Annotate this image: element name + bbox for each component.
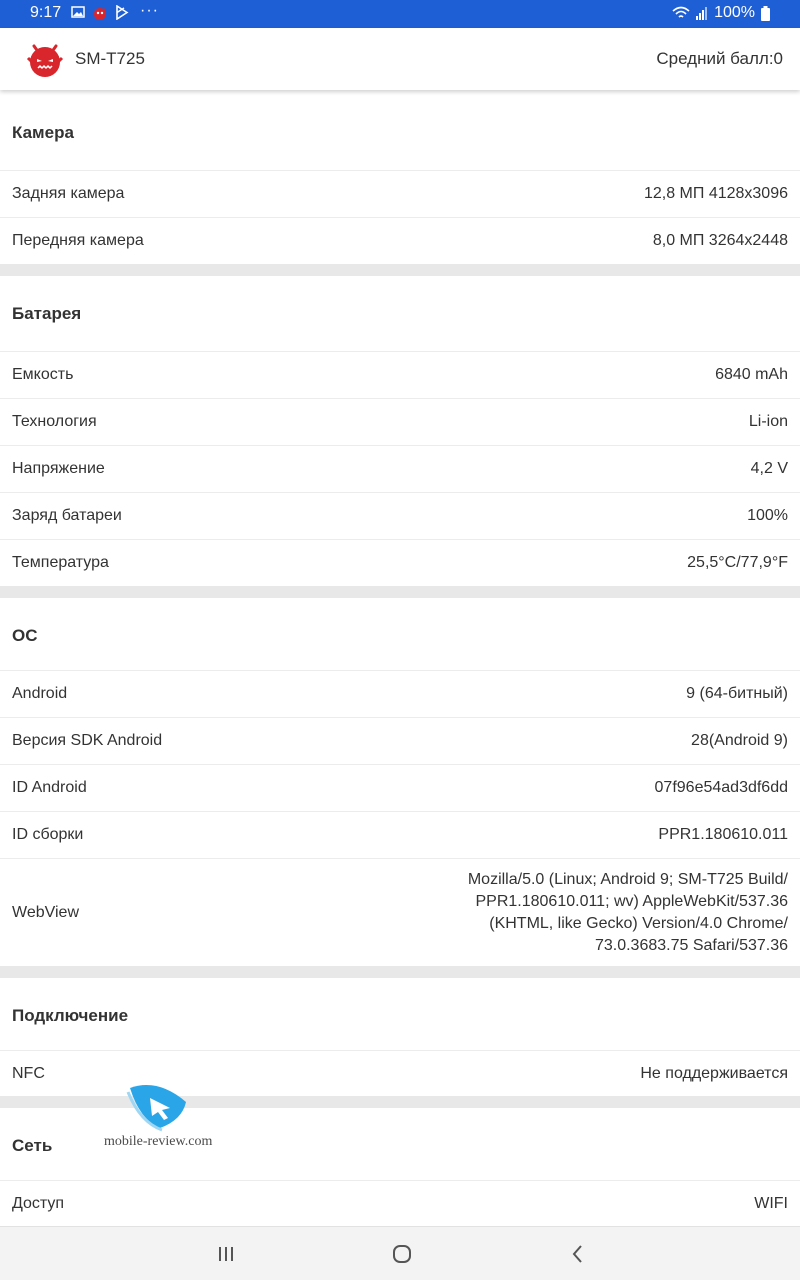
- navigation-bar: [0, 1226, 800, 1280]
- info-label: Заряд батареи: [12, 507, 122, 524]
- info-value: 8,0 МП 3264x2448: [652, 232, 788, 249]
- play-icon: [115, 5, 129, 20]
- info-label: ID Android: [12, 779, 87, 796]
- info-row-webview: [0, 858, 800, 966]
- info-value: 07f96e54ad3df6dd: [654, 779, 788, 796]
- status-bar: [0, 0, 800, 28]
- info-value: Li-ion: [748, 413, 788, 430]
- info-row-voltage: [0, 445, 800, 492]
- info-label: Напряжение: [12, 460, 105, 477]
- info-label: Передняя камера: [12, 232, 144, 249]
- signal-icon: [696, 6, 708, 20]
- more-dots-icon: ···: [140, 2, 159, 19]
- status-time: 9:17: [30, 4, 62, 21]
- info-value: Mozilla/5.0 (Linux; Android 9; SM-T725 Build/ PPR1.180610.011; wv) AppleWebKit/537.36 (KHTML, like Gecko) Version/4.0 Chrome/ 73.0.3683.75 Safari/537.36: [467, 870, 788, 954]
- back-icon[interactable]: [565, 1241, 591, 1267]
- info-label: Емкость: [12, 366, 74, 383]
- info-row-temperature: [0, 539, 800, 586]
- info-row-sdk-version: [0, 717, 800, 764]
- info-value: Не поддерживается: [640, 1064, 788, 1082]
- wifi-icon: [672, 6, 690, 20]
- device-info-list[interactable]: [0, 90, 800, 1226]
- battery-percent: 100%: [714, 4, 755, 21]
- info-value: WIFI: [754, 1194, 788, 1212]
- info-label: Доступ: [12, 1194, 65, 1212]
- info-label: NFC: [12, 1064, 45, 1082]
- section-os: [0, 598, 800, 966]
- info-label: Версия SDK Android: [12, 732, 163, 749]
- recent-apps-icon[interactable]: [213, 1241, 239, 1267]
- info-value: 4,2 V: [750, 460, 788, 477]
- info-label: Температура: [12, 554, 109, 571]
- info-row-access: [0, 1180, 800, 1226]
- info-value: PPR1.180610.011: [658, 826, 788, 843]
- info-row-android-id: [0, 764, 800, 811]
- info-value: 6840 mAh: [715, 366, 788, 383]
- info-row-battery-level: [0, 492, 800, 539]
- gallery-icon: [71, 5, 85, 19]
- antutu-icon: [92, 5, 108, 21]
- home-icon[interactable]: [389, 1241, 415, 1267]
- section-title: ОС: [12, 626, 38, 645]
- average-score: Средний балл:0: [656, 49, 783, 68]
- info-value: 12,8 МП 4128x3096: [643, 185, 788, 202]
- section-title: Сеть: [12, 1136, 53, 1155]
- antutu-logo: [26, 40, 64, 78]
- section-connectivity: [0, 978, 800, 1096]
- watermark-logo: [100, 1080, 200, 1136]
- info-value: 9 (64-битный): [686, 685, 788, 702]
- section-title: Батарея: [12, 304, 82, 323]
- info-value: 28(Android 9): [691, 732, 788, 749]
- section-title: Камера: [12, 123, 74, 142]
- app-bar: [0, 28, 800, 90]
- section-battery: [0, 276, 800, 586]
- info-label: WebView: [12, 903, 79, 921]
- info-row-technology: [0, 398, 800, 445]
- info-row-android: [0, 670, 800, 717]
- info-label: ID сборки: [12, 826, 84, 843]
- info-row-capacity: [0, 351, 800, 398]
- info-row-build-id: [0, 811, 800, 858]
- device-name: SM-T725: [75, 49, 145, 68]
- battery-icon: [761, 6, 770, 21]
- info-label: Технология: [12, 413, 97, 430]
- info-row-rear-camera: [0, 170, 800, 217]
- section-camera: [0, 90, 800, 264]
- info-label: Задняя камера: [12, 185, 125, 202]
- section-title: Подключение: [12, 1006, 129, 1025]
- info-value: 100%: [747, 507, 788, 524]
- info-row-front-camera: [0, 217, 800, 264]
- watermark-text: mobile-review.com: [104, 1134, 213, 1149]
- info-label: Android: [12, 685, 68, 702]
- info-value: 25,5°C/77,9°F: [687, 554, 788, 571]
- watermark: [100, 1080, 230, 1160]
